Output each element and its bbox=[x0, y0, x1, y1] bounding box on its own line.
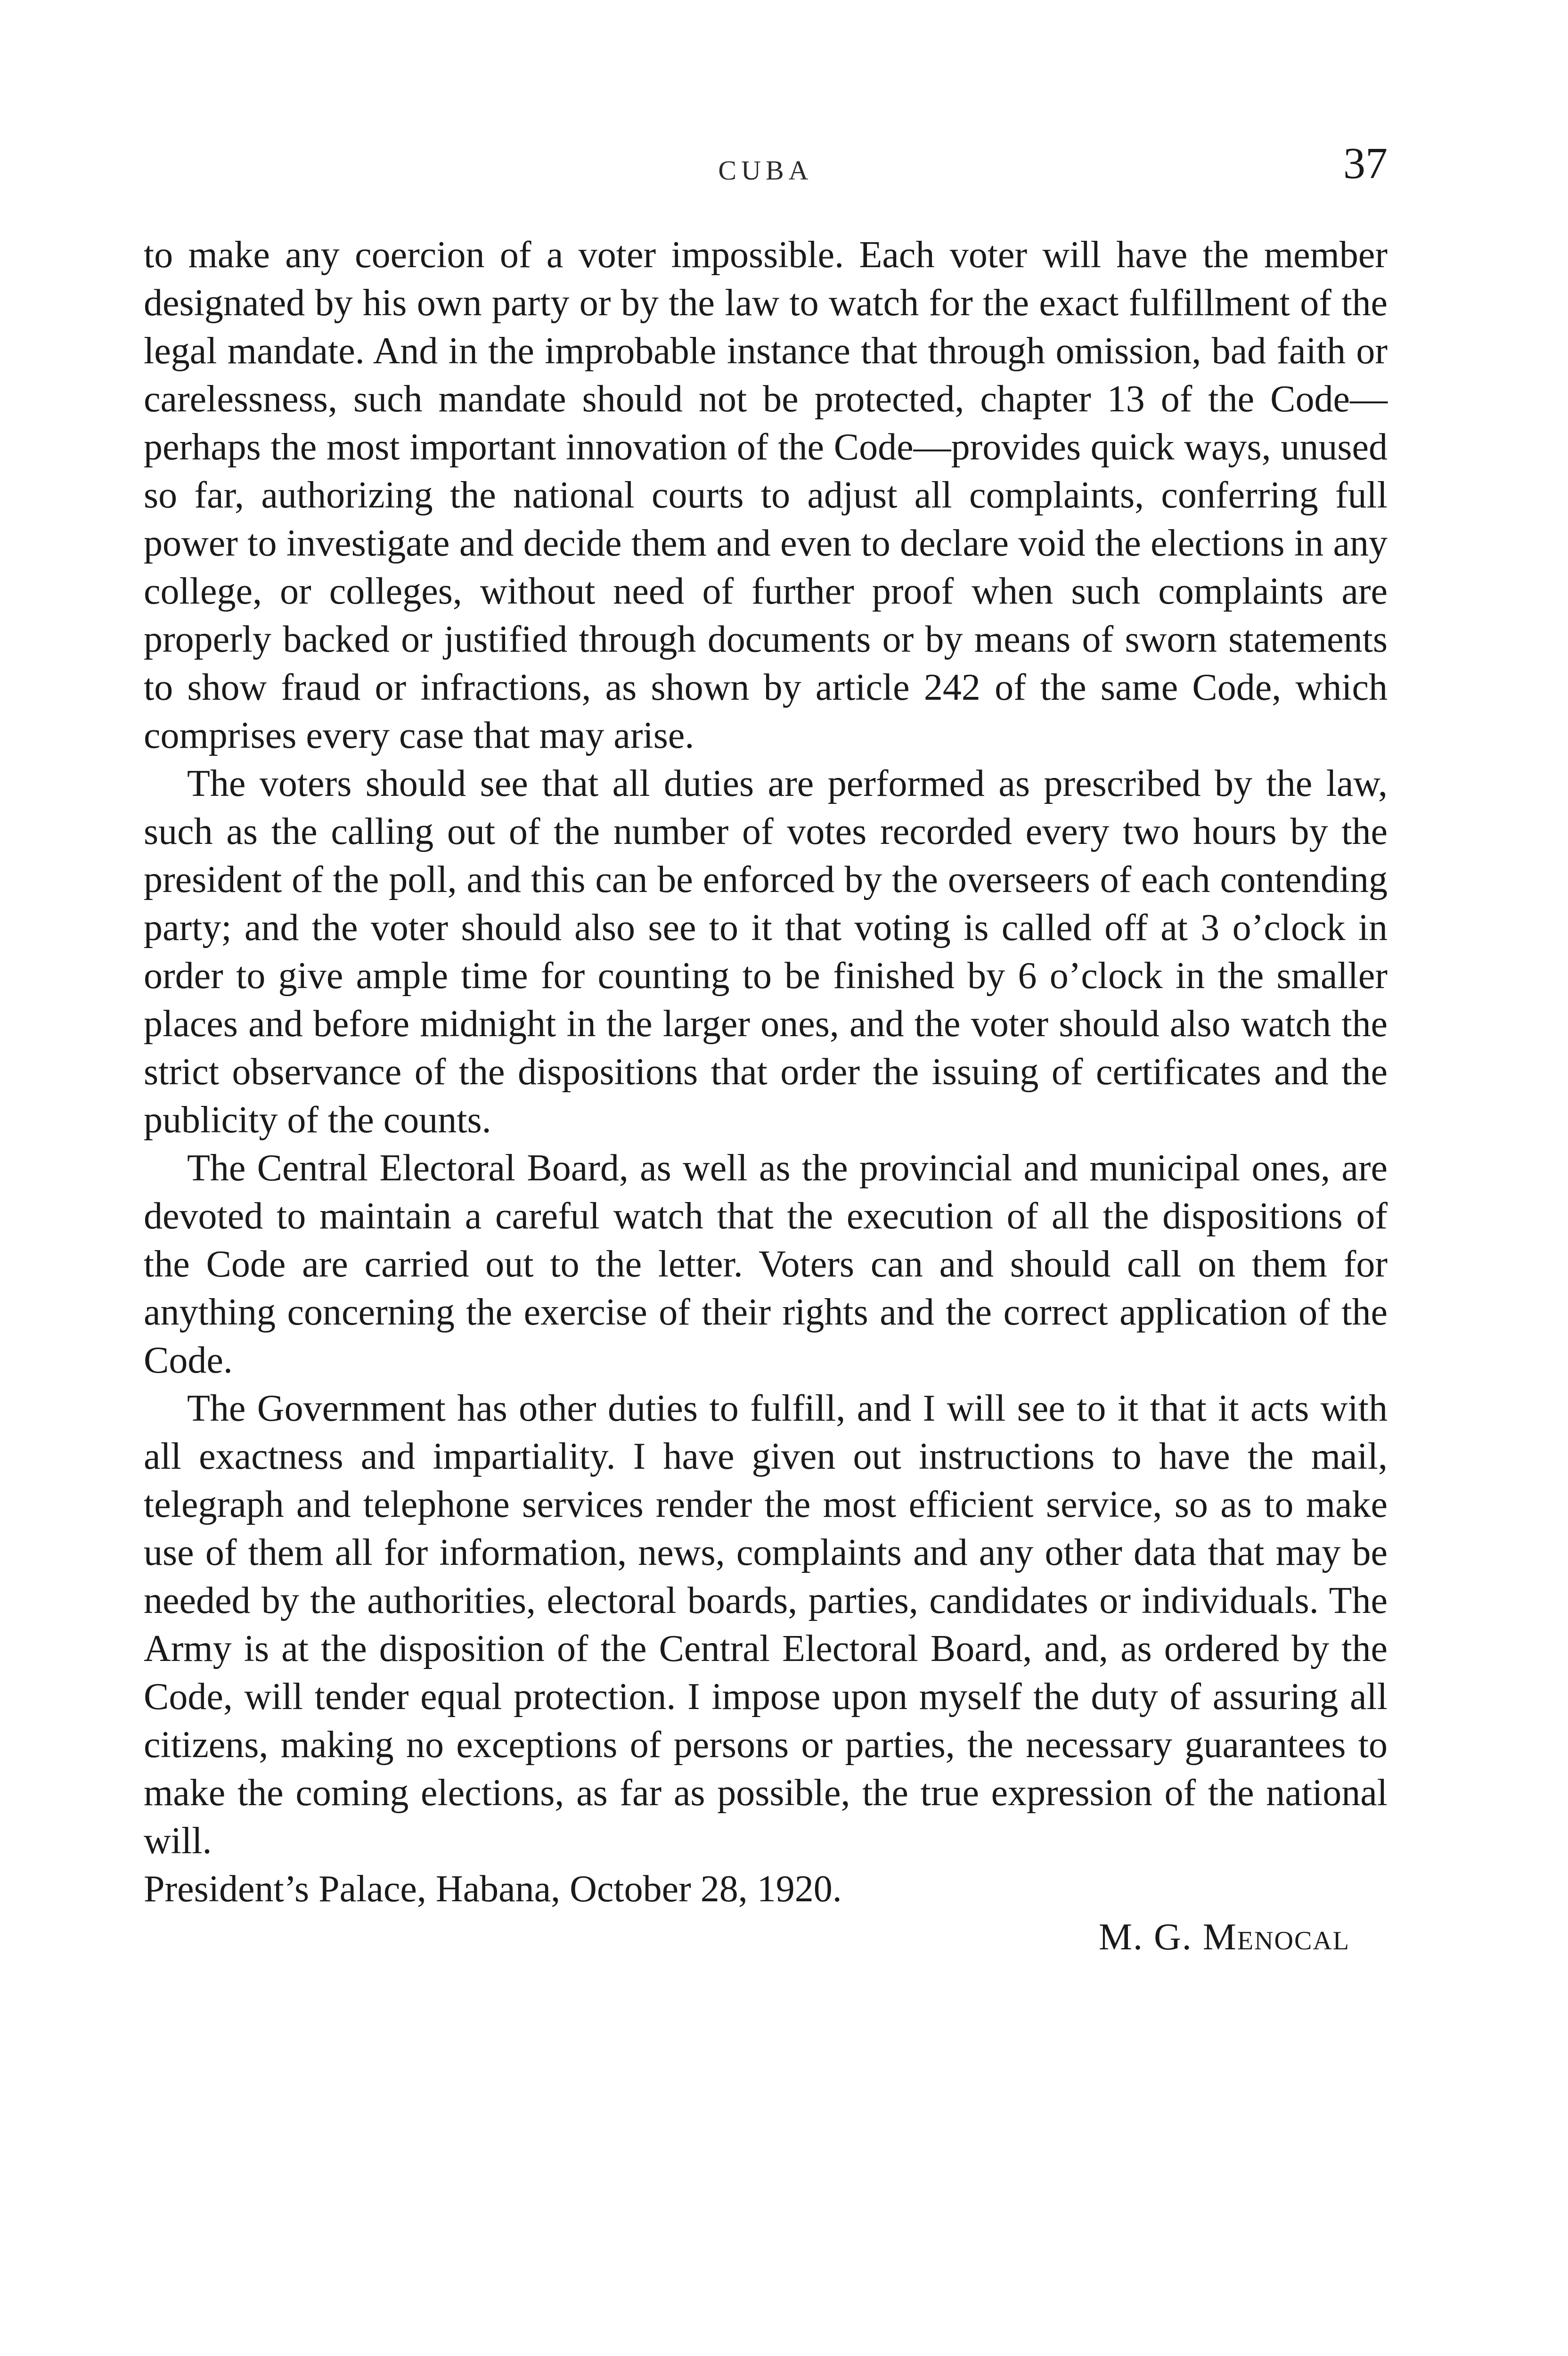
signature bbox=[144, 1913, 1388, 1961]
signature-initials: M. G. bbox=[1098, 1916, 1192, 1958]
running-title: CUBA bbox=[718, 155, 813, 186]
paragraph-voters-duties: The voters should see that all duties are performed as prescribed by the law, such as the calling out of the number of votes recorded every two hours by the president of the poll, and this can be enforced by the overseers of each contending party; and the voter should also see to it that voting is called off at 3 o’clock in order to give ample time for counting to be finished by 6 o’clock in the smaller places and before midnight in the larger ones, and the voter should also watch the strict observance of the dispositions that order the issuing of certificates and the publicity of the counts. bbox=[144, 763, 1388, 1141]
dateline: President’s Palace, Habana, October 28, 1920. bbox=[144, 1868, 842, 1910]
paragraph-continued: to make any coercion of a voter impossible. Each voter will have the member designated by his own party or by the law to watch for the exact fulfillment of the legal mandate. And in the improbable instance that through omission, bad faith or carelessness, such mandate should not be protected, chapter 13 of the Code—perhaps the most important innovation of the Code—provides quick ways, unused so far, authorizing the national courts to adjust all complaints, conferring full power to investigate and decide them and even to declare void the elections in any college, or colleges, without need of further proof when such complaints are properly backed or justified through documents or by means of sworn statements to show fraud or infractions, as shown by article 242 of the same Code, which comprises every case that may arise. bbox=[144, 234, 1388, 756]
page-number: 37 bbox=[1343, 139, 1388, 188]
paragraph-electoral-board: The Central Electoral Board, as well as the provincial and municipal ones, are devoted to maintain a careful watch that the execution of all the dispositions of the Code are carried out to the letter. Voters can and should call on them for anything concerning the exercise of their rights and the correct application of the Code. bbox=[144, 1147, 1388, 1381]
paragraph-government-duties: The Government has other duties to fulfill, and I will see to it that it acts with all exactness and impartiality. I have given out instructions to have the mail, telegraph and telephone services render the most efficient service, so as to make use of them all for information, news, complaints and any other data that may be needed by the authorities, electoral boards, parties, candidates or individuals. The Army is at the disposition of the Central Electoral Board, and, as ordered by the Code, will tender equal protection. I impose upon myself the duty of assuring all citizens, making no exceptions of persons or parties, the necessary guarantees to make the coming elections, as far as possible, the true expression of the national will. bbox=[144, 1388, 1388, 1862]
signature-surname: Menocal bbox=[1202, 1916, 1350, 1958]
body-text bbox=[144, 231, 1388, 1961]
running-head bbox=[144, 141, 1388, 198]
